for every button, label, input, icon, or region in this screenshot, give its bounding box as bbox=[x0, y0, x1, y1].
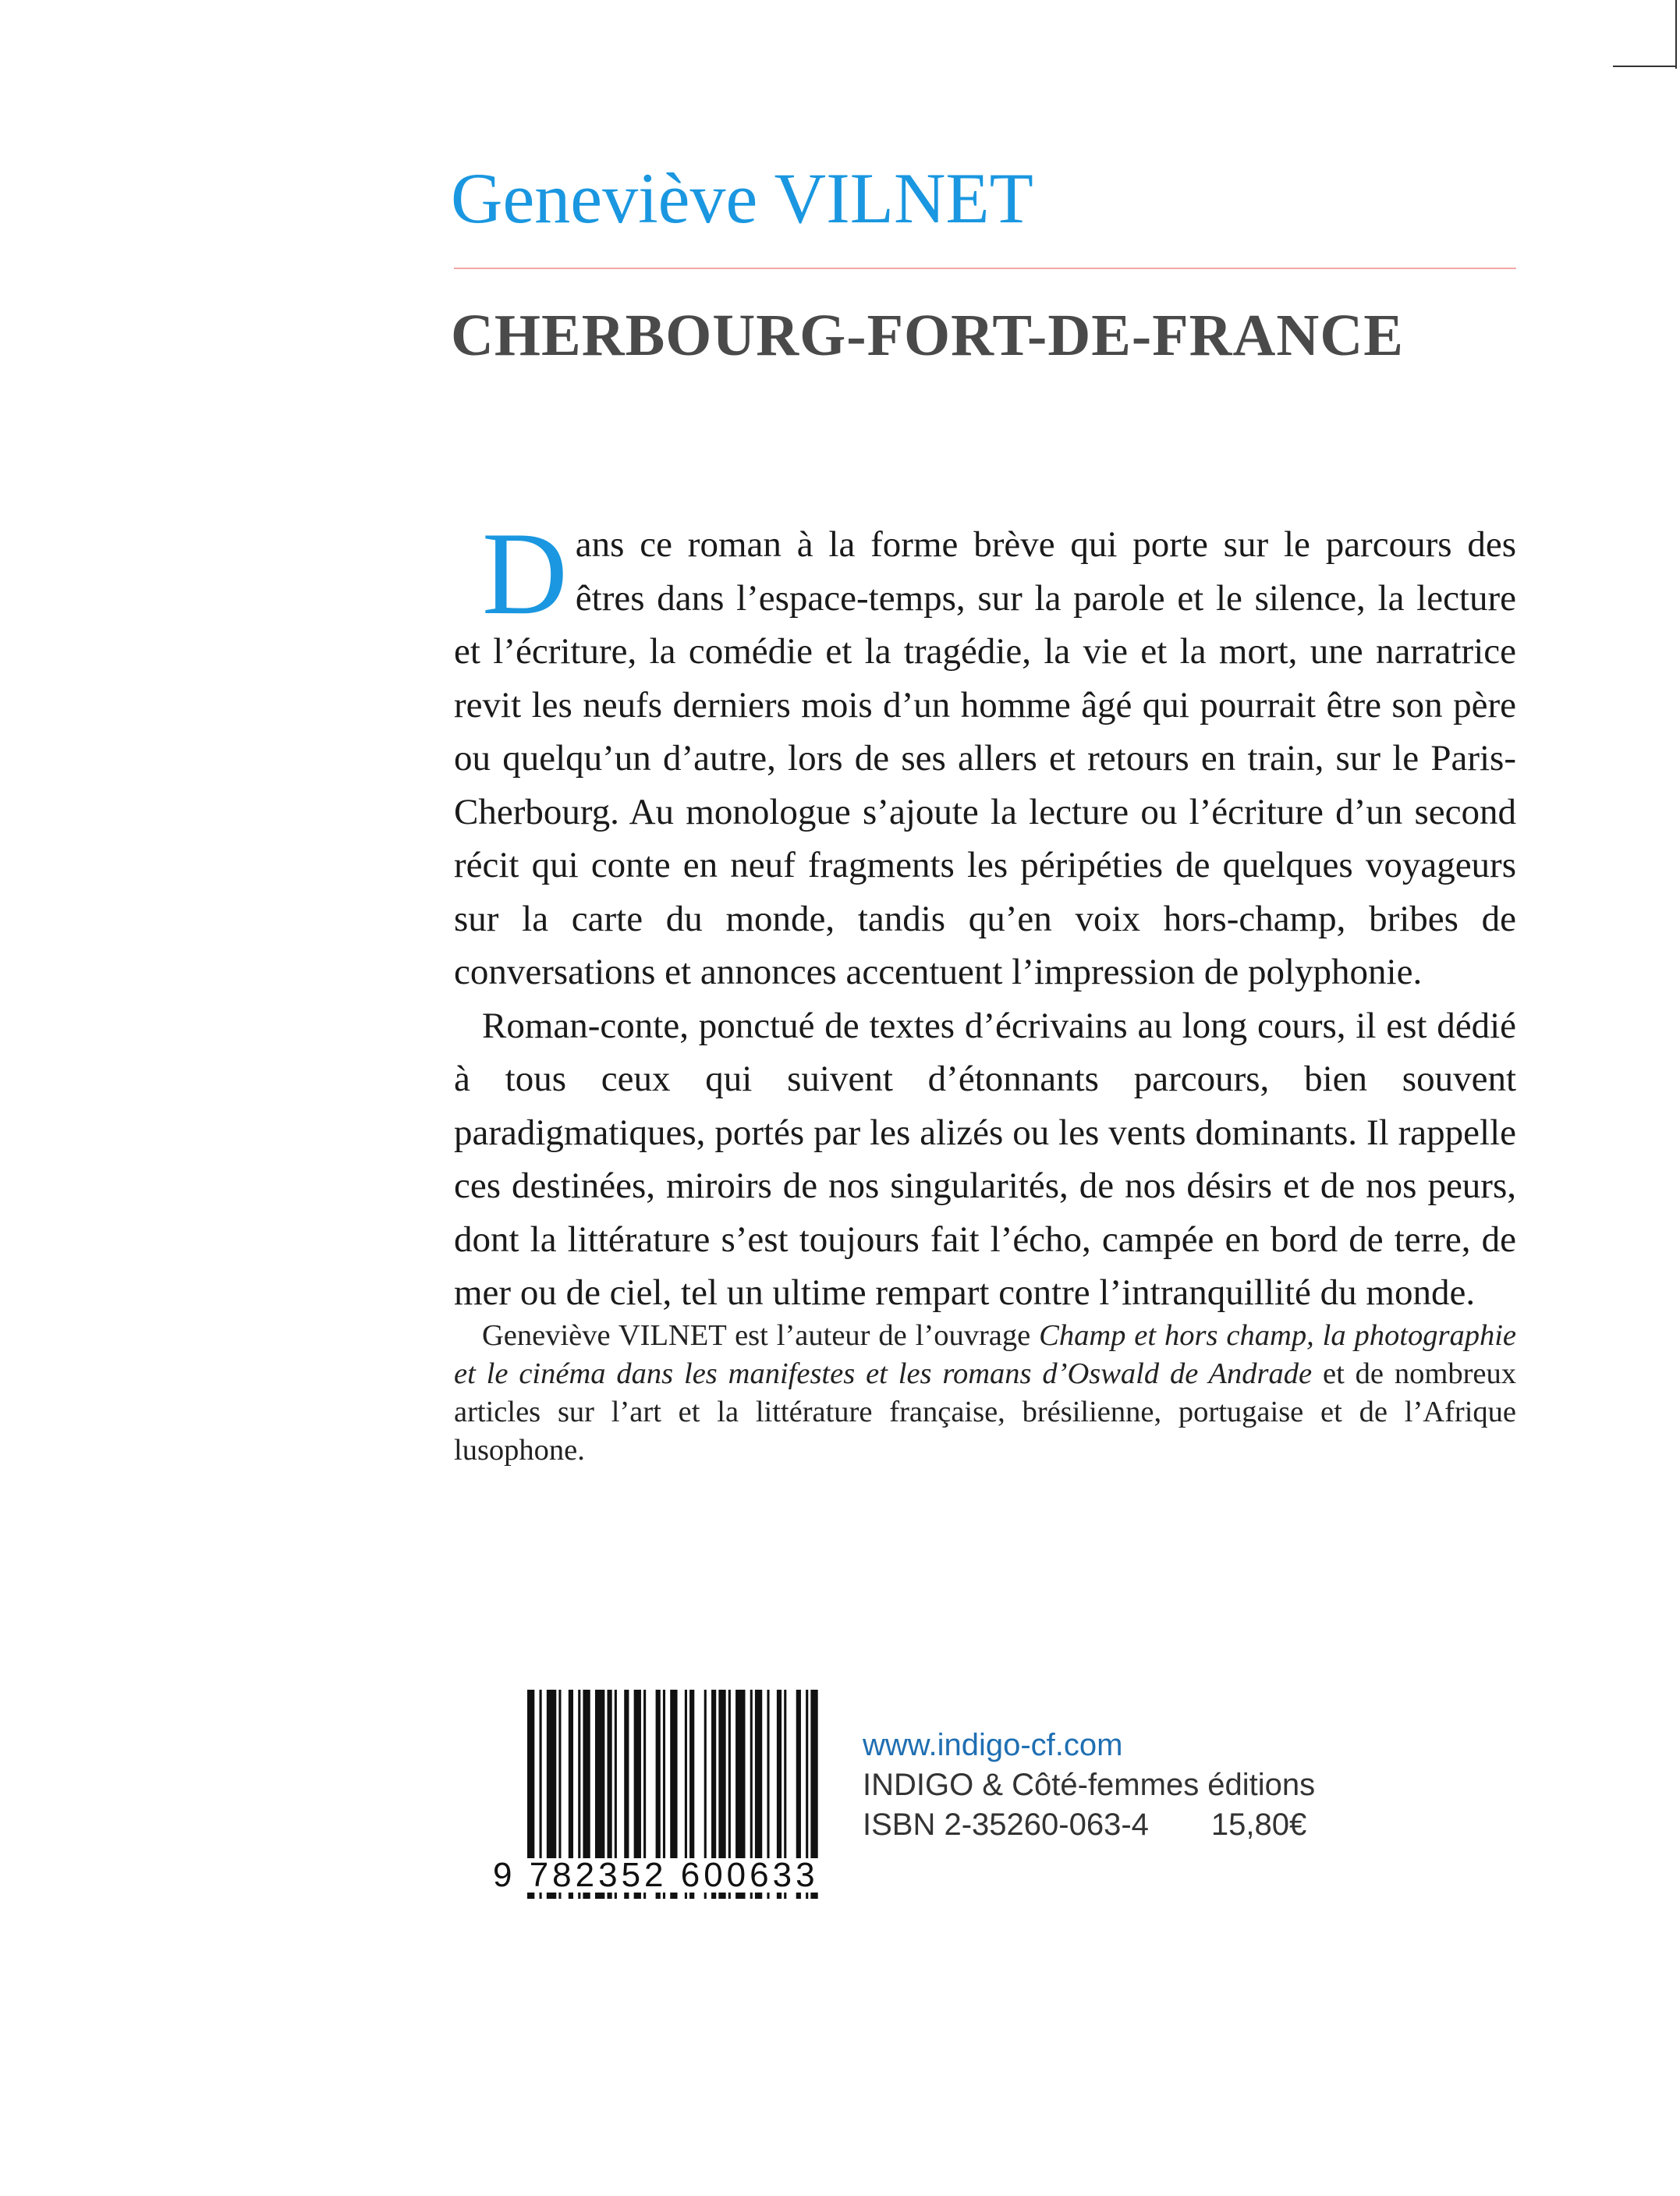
barcode-digits: 9 782352 600633 bbox=[493, 1858, 831, 1893]
publisher-url[interactable]: www.indigo-cf.com bbox=[863, 1728, 1123, 1762]
publisher-name: INDIGO & Côté-femmes éditions bbox=[863, 1768, 1316, 1802]
crop-mark-horizontal bbox=[1613, 66, 1675, 67]
crop-mark-vertical bbox=[1675, 0, 1677, 69]
price: 15,80€ bbox=[1210, 1808, 1307, 1842]
blurb-paragraph-1-text: ans ce roman à la forme brève qui porte sur le parcours des êtres dans l’espace-temps, sur la parole et le silence, la lecture et l’écriture, la comédie et la tragédie, la vie et la mort, une narratrice revit les neufs derniers mois d’un homme âgé qui pourrait être son père ou quelqu’un d’autre, lors de ses allers et retours en train, sur le Paris-Cherbourg. Au monologue s’ajoute la lecture ou l’écriture d’un second récit qui conte en neuf fragments les péripéties de quelques voyageurs sur la carte du monde, tandis qu’en voix hors-champ, bribes de conversations et annonces accentuent l’impression de polyphonie. bbox=[454, 524, 1516, 992]
blurb-paragraph-2: Roman-conte, ponctué de textes d’écrivains au long cours, il est dédié à tous ceux qui suivent d’étonnants parcours, bien souvent paradigmatiques, portés par les alizés ou les vents dominants. Il rappelle ces destinées, miroirs de nos singularités, de nos désirs et de nos peurs, dont la littérature s’est toujours fait l’écho, campée en bord de terre, de mer ou de ciel, tel un ultime rempart contre l’intranquillité du monde. bbox=[454, 1005, 1516, 1313]
book-title: CHERBOURG-FORT-DE-FRANCE bbox=[451, 303, 1404, 368]
bio-work-title: Champ et hors champ, la photographie et le cinéma dans les manifestes et les romans d’Oswald de Andrade bbox=[454, 1319, 1516, 1390]
blurb bbox=[454, 508, 1516, 1320]
bio-tail: et de nombreux articles sur l’art et la littérature française, brésilienne, portugaise et de l’Afrique lusophone. bbox=[454, 1357, 1516, 1467]
bio-lead: Geneviève VILNET est l’auteur de l’ouvrage bbox=[482, 1319, 1040, 1352]
title-divider bbox=[454, 268, 1516, 269]
author-bio bbox=[454, 1317, 1516, 1470]
blurb-paragraph-1 bbox=[454, 508, 1516, 999]
publisher-info bbox=[863, 1726, 1315, 1845]
drop-cap: D bbox=[482, 508, 568, 639]
isbn: ISBN 2-35260-063-4 bbox=[863, 1808, 1149, 1842]
author-name: Geneviève VILNET bbox=[451, 158, 1033, 238]
